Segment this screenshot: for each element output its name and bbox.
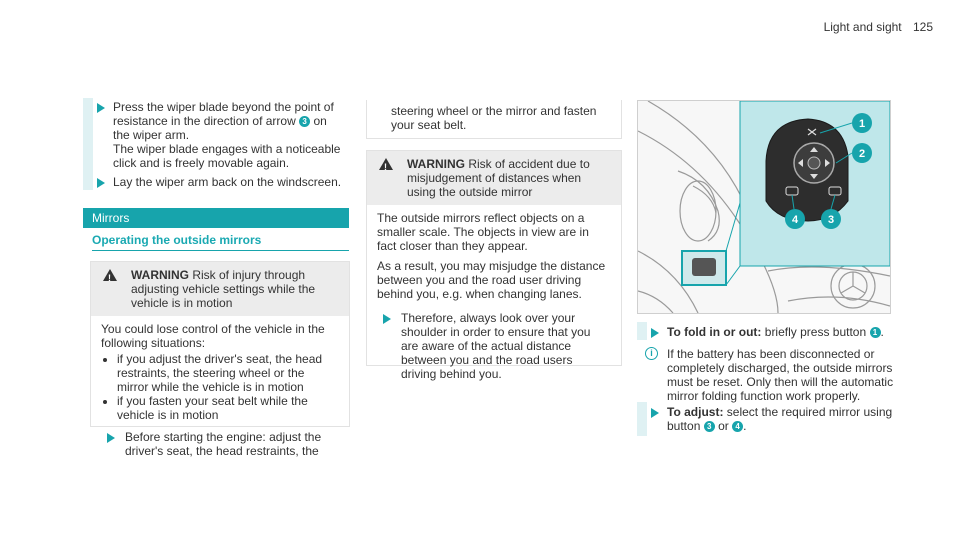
callout-badge: 1 bbox=[870, 327, 881, 338]
info-icon: i bbox=[645, 347, 658, 360]
subheading: Operating the outside mirrors bbox=[92, 233, 349, 251]
mirrors-heading: Mirrors bbox=[83, 208, 349, 228]
callout-badge: 3 bbox=[299, 116, 310, 127]
warning-icon bbox=[103, 269, 117, 281]
page-number: 125 bbox=[912, 20, 933, 34]
list-item: • if you adjust the driver's seat, the head restraints, the steering wheel or the mirror while the vehicle is in motion bbox=[117, 352, 339, 394]
page-header bbox=[783, 20, 933, 34]
callout-1: 1 bbox=[858, 118, 866, 130]
list-item: • if you fasten your seat belt while the vehicle is in motion bbox=[117, 394, 339, 422]
step-arrow-icon bbox=[97, 103, 105, 113]
continuation-box: steering wheel or the mirror and fasten your seat belt. bbox=[366, 100, 622, 139]
warning-box-injury: ! WARNING Risk of injury through adjusting vehicle settings while the vehicle is in motion You could lose control of the vehicle in the following situations: • if you adjust the driver's seat, the head restraints, the steering wheel or the mirror while the vehicle is in motion • if you fasten your seat belt while the vehicle is in motion Before starting the engine: adjust the driver's seat, the head restraints, the bbox=[90, 261, 350, 427]
info-note: i If the battery has been disconnected or completely discharged, the outside mirrors must be reset. Only then will the automatic mirror folding function work properly. bbox=[637, 347, 899, 403]
step-fold: To fold in or out: briefly press button 1 . bbox=[637, 325, 897, 339]
step-arrow-icon bbox=[651, 408, 659, 418]
step-arrow-icon bbox=[383, 314, 391, 324]
step-arrow-icon bbox=[651, 328, 659, 338]
step-wiper-lay: Lay the wiper arm back on the windscreen. bbox=[83, 175, 343, 189]
callout-badge: 3 bbox=[704, 421, 715, 432]
step-adjust: To adjust: select the required mirror using button 3 or 4 . bbox=[637, 405, 899, 433]
step-wiper-press: Press the wiper blade beyond the point of resistance in the direction of arrow 3 on the wiper arm. The wiper blade engages with a noticeable click and is freely movable again. bbox=[83, 100, 343, 170]
step-arrow-icon bbox=[97, 178, 105, 188]
warning-icon bbox=[379, 158, 393, 170]
door-panel-drawing bbox=[638, 101, 890, 313]
step-arrow-icon bbox=[107, 433, 115, 443]
warning-box-accident: ! WARNING Risk of accident due to misjudgement of distances when using the outside mirror The outside mirrors reflect objects on a smaller scale. The objects in view are in fact closer than they appear. As a result, you may misjudge the distance between you and the road user driving behind you, e.g. when changing lanes. Therefore, always look over your shoulder in order to ensure that you are aware of the actual distance between you and the road users driving behind you. bbox=[366, 150, 622, 366]
callout-badge: 4 bbox=[732, 421, 743, 432]
callout-3: 3 bbox=[827, 214, 835, 226]
section-title: Light and sight bbox=[823, 20, 902, 34]
mirror-switch-illustration bbox=[637, 100, 891, 314]
callout-4: 4 bbox=[791, 214, 799, 226]
callout-2: 2 bbox=[858, 148, 866, 160]
